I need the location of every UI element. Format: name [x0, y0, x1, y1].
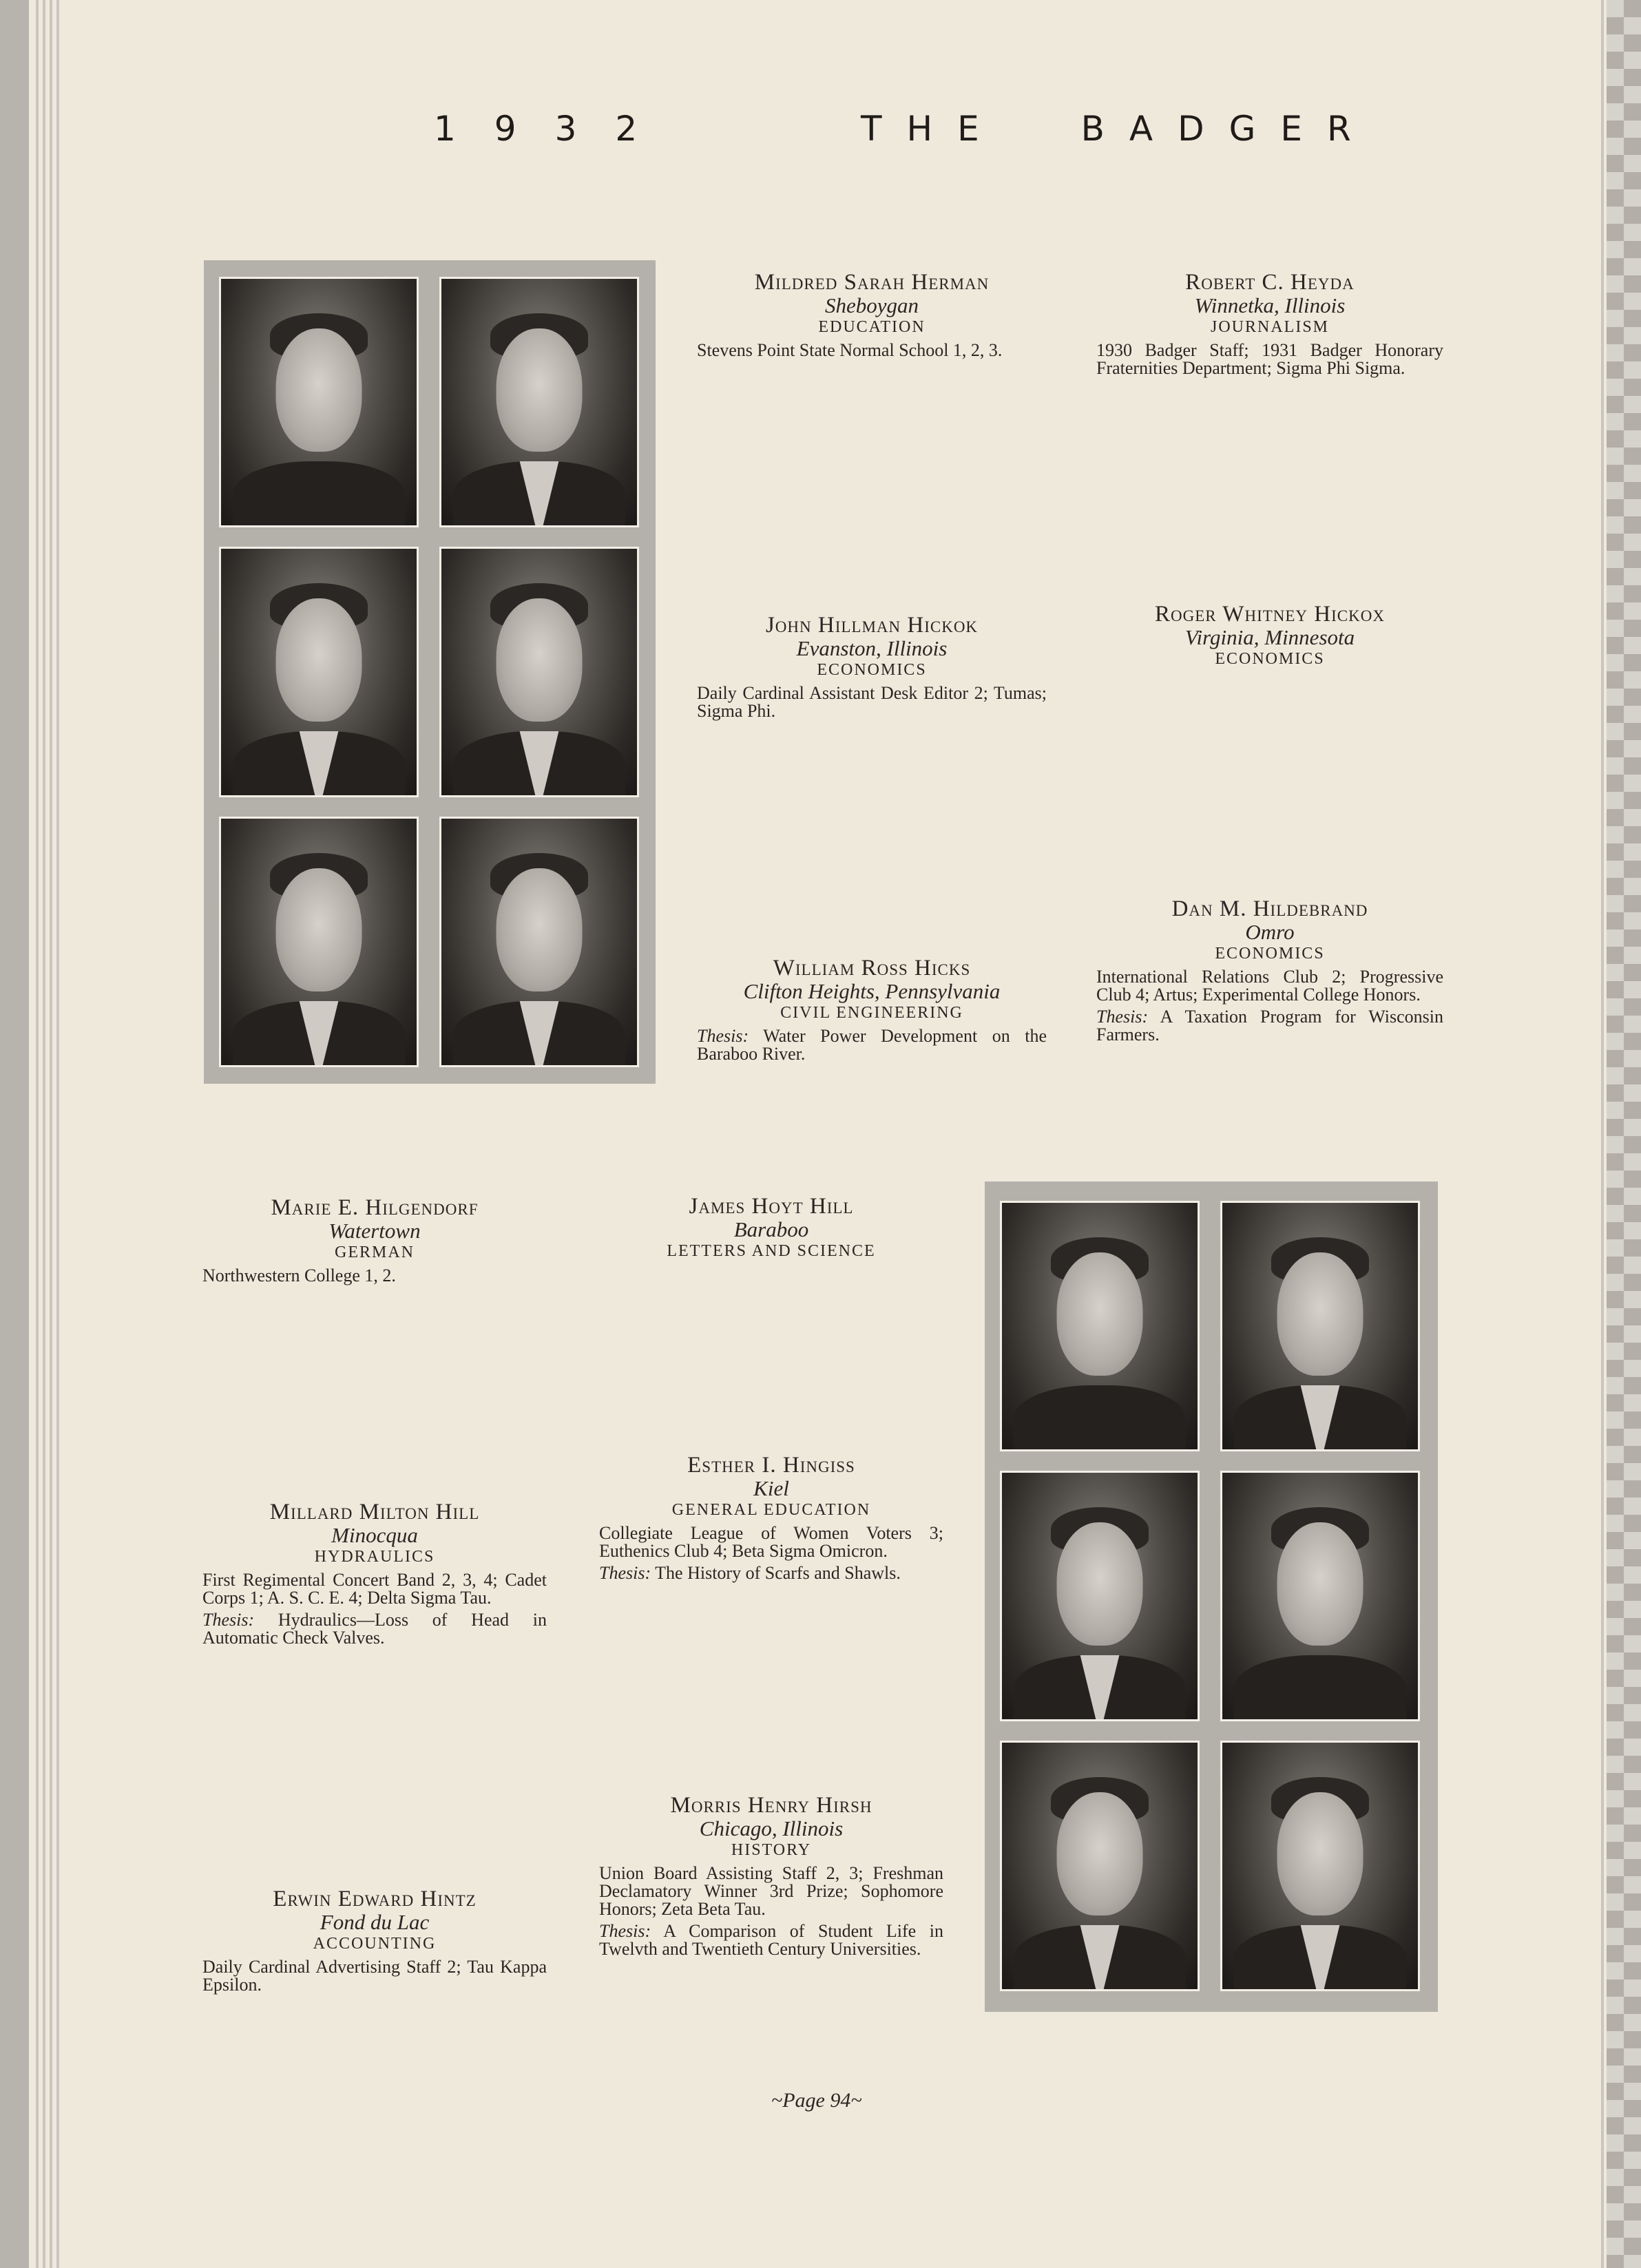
portrait-photo	[1220, 1741, 1420, 1991]
photo-panel-bottom	[985, 1182, 1438, 2012]
student-major: ECONOMICS	[1215, 650, 1325, 668]
portrait-photo	[439, 817, 639, 1067]
student-thesis: Thesis: A Comparison of Student Life in Twelvth and Twentieth Century Universities.	[599, 1921, 943, 1959]
portrait-photo	[219, 277, 419, 527]
entry-hildebrand	[1096, 896, 1443, 1044]
portrait-photo	[219, 547, 419, 797]
header-title: THE BADGER	[861, 109, 1376, 149]
student-name: Dan M. Hildebrand	[1171, 896, 1368, 921]
entry-hicks	[697, 956, 1047, 1063]
page-number: ~Page 94~	[771, 2089, 862, 2112]
student-name: Millard Milton Hill	[269, 1500, 480, 1524]
student-name: James Hoyt Hill	[689, 1194, 854, 1219]
student-hometown: Omro	[1245, 920, 1295, 944]
portrait-photo	[1220, 1471, 1420, 1721]
entry-hingiss	[599, 1453, 943, 1582]
right-diamond-border	[1607, 0, 1641, 2268]
student-thesis: Thesis: The History of Scarfs and Shawls.	[599, 1563, 901, 1583]
student-name: Robert C. Heyda	[1185, 270, 1355, 295]
portrait-photo	[439, 547, 639, 797]
student-hometown: Clifton Heights, Pennsylvania	[743, 979, 1001, 1003]
student-activities: Northwestern College 1, 2.	[202, 1266, 396, 1285]
student-hometown: Minocqua	[331, 1523, 418, 1547]
portrait-photo	[219, 817, 419, 1067]
student-name: Mildred Sarah Herman	[754, 270, 990, 295]
entry-hickox	[1096, 602, 1443, 669]
student-name: Erwin Edward Hintz	[273, 1887, 477, 1911]
student-hometown: Fond du Lac	[320, 1910, 430, 1934]
right-border-rule	[1601, 0, 1604, 2268]
student-activities: Stevens Point State Normal School 1, 2, 3.	[697, 340, 1003, 360]
student-activities: Union Board Assisting Staff 2, 3; Freshman Declamatory Winner 3rd Prize; Sophomore Honors; Zeta Beta Tau.	[599, 1863, 943, 1919]
student-major: HISTORY	[731, 1841, 812, 1859]
entry-hirsh	[599, 1793, 943, 1958]
student-major: ECONOMICS	[817, 661, 927, 679]
student-major: EDUCATION	[818, 318, 926, 336]
left-border-rule	[43, 0, 45, 2268]
student-name: Esther I. Hingiss	[687, 1453, 855, 1478]
portrait-photo	[439, 277, 639, 527]
left-border-rule	[56, 0, 59, 2268]
student-name: Marie E. Hilgendorf	[271, 1195, 479, 1220]
student-hometown: Chicago, Illinois	[699, 1816, 844, 1840]
student-hometown: Watertown	[328, 1219, 421, 1243]
student-major: JOURNALISM	[1210, 318, 1329, 336]
student-name: Morris Henry Hirsh	[670, 1793, 872, 1818]
student-major: CIVIL ENGINEERING	[780, 1004, 963, 1022]
left-border-rule	[36, 0, 39, 2268]
student-major: LETTERS AND SCIENCE	[667, 1242, 876, 1260]
entry-hilgendorf	[202, 1195, 547, 1285]
student-thesis: Thesis: Water Power Development on the Baraboo River.	[697, 1026, 1047, 1064]
portrait-photo	[1000, 1201, 1200, 1451]
portrait-photo	[1220, 1201, 1420, 1451]
student-hometown: Evanston, Illinois	[796, 636, 948, 660]
header-year: 1932	[434, 109, 676, 149]
student-name: Roger Whitney Hickox	[1155, 602, 1385, 627]
student-activities: 1930 Badger Staff; 1931 Badger Honorary Fraternities Department; Sigma Phi Sigma.	[1096, 340, 1443, 378]
student-name: William Ross Hicks	[773, 956, 971, 980]
student-major: ACCOUNTING	[313, 1935, 437, 1953]
student-name: John Hillman Hickok	[765, 613, 979, 638]
student-activities: International Relations Club 2; Progressive Club 4; Artus; Experimental College Honors.	[1096, 967, 1443, 1005]
portrait-photo	[1000, 1471, 1200, 1721]
entry-herman	[697, 270, 1047, 359]
entry-millard-hill	[202, 1500, 547, 1647]
student-hometown: Winnetka, Illinois	[1194, 293, 1346, 317]
student-hometown: Kiel	[753, 1476, 789, 1500]
student-major: GERMAN	[334, 1243, 415, 1261]
student-hometown: Virginia, Minnesota	[1184, 625, 1355, 649]
entry-heyda	[1096, 270, 1443, 377]
student-activities: Daily Cardinal Assistant Desk Editor 2; Tumas; Sigma Phi.	[697, 683, 1047, 721]
left-binding-strip	[0, 0, 29, 2268]
portrait-photo	[1000, 1741, 1200, 1991]
entry-james-hill	[599, 1194, 943, 1261]
student-thesis: Thesis: A Taxation Program for Wisconsin Farmers.	[1096, 1007, 1443, 1044]
student-major: ECONOMICS	[1215, 945, 1325, 963]
student-hometown: Sheboygan	[824, 293, 919, 317]
student-hometown: Baraboo	[733, 1217, 809, 1241]
entry-hintz	[202, 1887, 547, 1994]
student-activities: First Regimental Concert Band 2, 3, 4; Cadet Corps 1; A. S. C. E. 4; Delta Sigma Tau.	[202, 1570, 547, 1608]
student-activities: Daily Cardinal Advertising Staff 2; Tau Kappa Epsilon.	[202, 1957, 547, 1995]
student-activities: Collegiate League of Women Voters 3; Euthenics Club 4; Beta Sigma Omicron.	[599, 1523, 943, 1561]
student-thesis: Thesis: Hydraulics—Loss of Head in Automatic Check Valves.	[202, 1610, 547, 1648]
photo-panel-top	[204, 260, 656, 1084]
student-major: GENERAL EDUCATION	[671, 1501, 871, 1519]
left-border-rule	[50, 0, 52, 2268]
student-major: HYDRAULICS	[314, 1548, 435, 1566]
entry-hickok	[697, 613, 1047, 720]
